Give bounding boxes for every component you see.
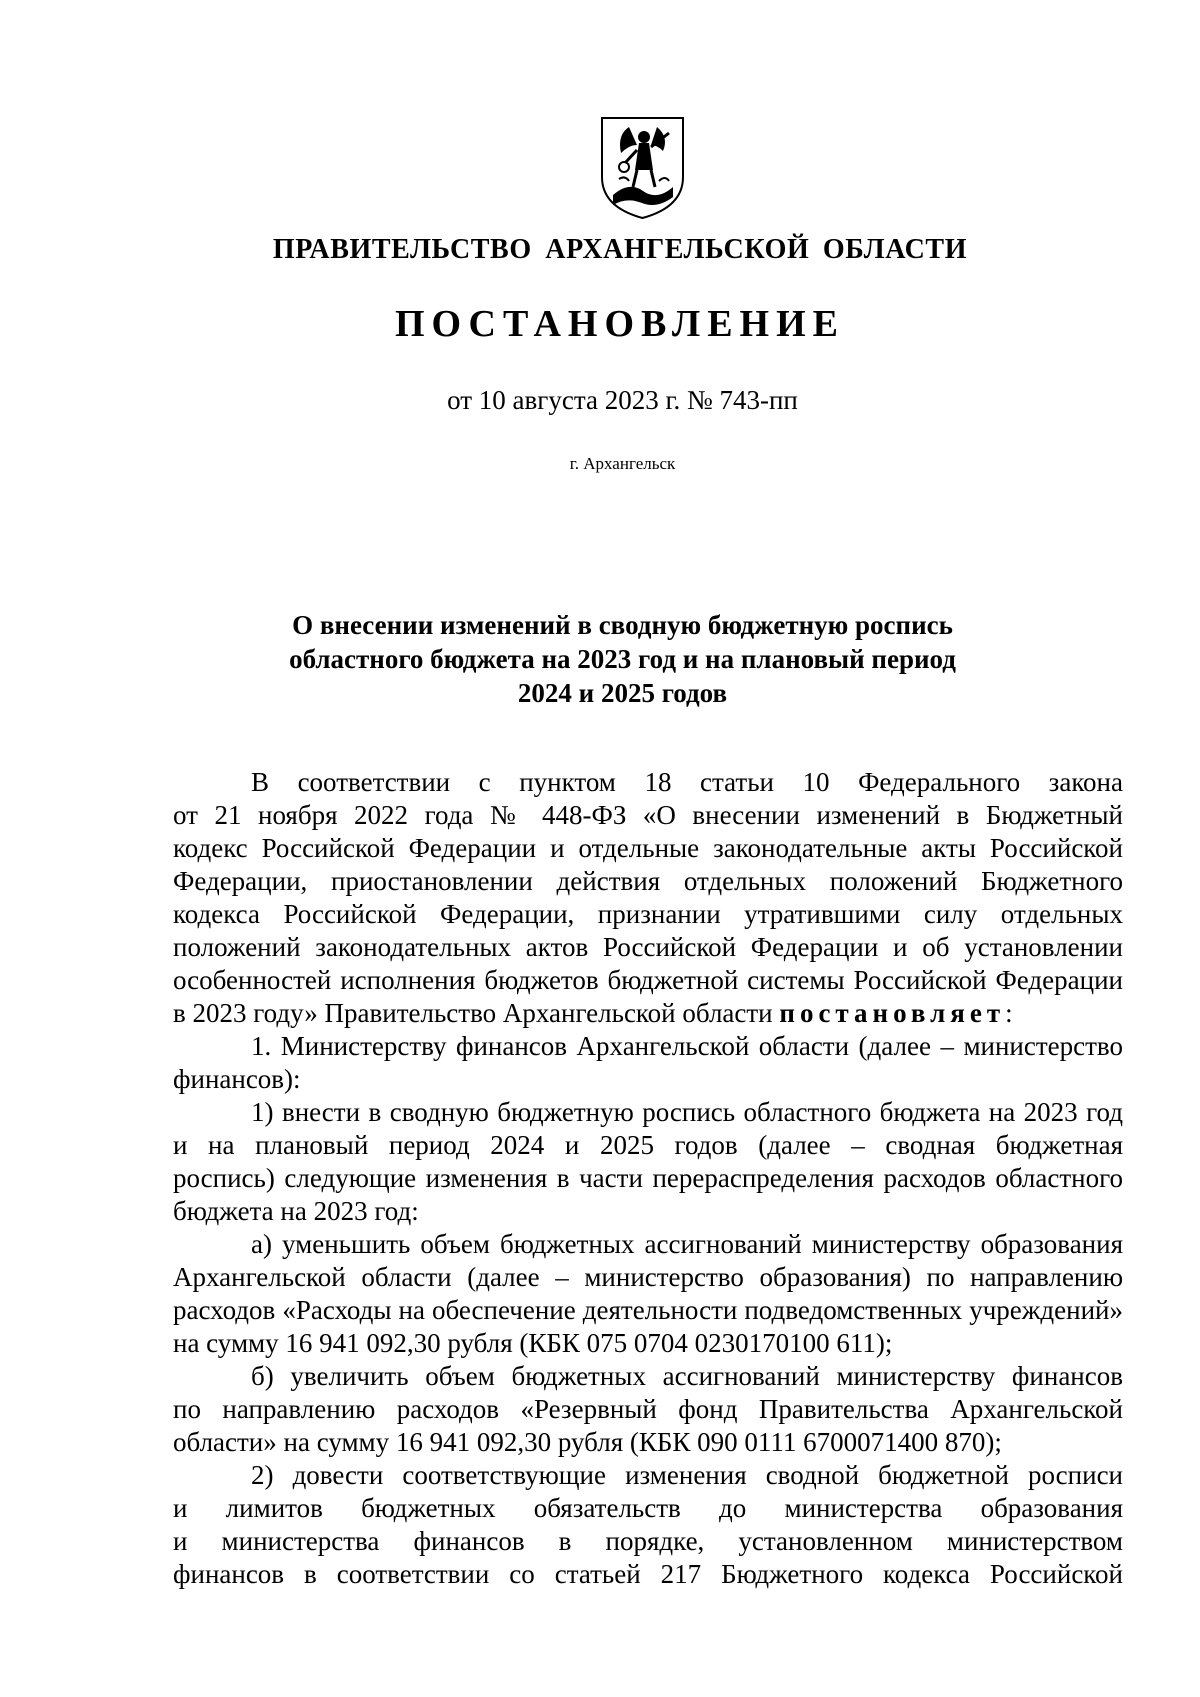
subject-line: 2024 и 2025 годов	[517, 678, 728, 708]
text-line: по направлению расходов «Резервный фонд Правительства Архангельской	[173, 1394, 1123, 1424]
text-line: и на плановый период 2024 и 2025 годов (далее – сводная бюджетная	[173, 1130, 1123, 1160]
text-line: бюджета на 2023 год:	[173, 1196, 419, 1226]
decree-word: постановляет	[779, 998, 1006, 1028]
text-line: финансов):	[173, 1064, 301, 1094]
paragraph-subitem-b	[173, 1360, 1123, 1459]
paragraph-subitem-1	[173, 1096, 1123, 1228]
government-name: ПРАВИТЕЛЬСТВО АРХАНГЕЛЬСКОЙ ОБЛАСТИ	[272, 234, 968, 265]
document-date-number: от 10 августа 2023 г. № 743-пп	[447, 385, 798, 415]
text-line: роспись) следующие изменения в части перераспределения расходов областного	[173, 1163, 1123, 1193]
text-line: и министерства финансов в порядке, установленном министерством	[173, 1526, 1123, 1556]
text-line: области» на сумму 16 941 092,30 рубля (КБК 090 0111 6700071400 870);	[173, 1427, 1002, 1457]
text-line: 1. Министерству финансов Архангельской области (далее – министерство	[251, 1031, 1123, 1061]
text-line: кодекса Российской Федерации, признании утратившими силу отдельных	[173, 899, 1123, 929]
text-line: 2) довести соответствующие изменения сводной бюджетной росписи	[251, 1460, 1123, 1490]
subject-line: областного бюджета на 2023 год и на плановый период	[289, 644, 956, 674]
text-line: положений законодательных актов Российской Федерации и об установлении	[173, 932, 1123, 962]
text-line: а) уменьшить объем бюджетных ассигнований министерству образования	[251, 1229, 1123, 1259]
paragraph-subitem-a	[173, 1228, 1123, 1360]
document-type: ПОСТАНОВЛЕНИЕ	[394, 303, 846, 345]
text-line: кодекс Российской Федерации и отдельные законодательные акты Российской	[173, 833, 1123, 863]
text-line: на сумму 16 941 092,30 рубля (КБК 075 0704 0230170100 611);	[173, 1328, 893, 1358]
text-line: Архангельской области (далее – министерство образования) по направлению	[173, 1262, 1123, 1292]
text-line: особенностей исполнения бюджетов бюджетной системы Российской Федерации	[173, 965, 1123, 995]
text-line: б) увеличить объем бюджетных ассигнований министерству финансов	[251, 1361, 1123, 1391]
text-line: Федерации, приостановлении действия отдельных положений Бюджетного	[173, 866, 1123, 896]
text-line: финансов в соответствии со статьей 217 Бюджетного кодекса Российской	[173, 1559, 1123, 1589]
text-line: расходов «Расходы на обеспечение деятельности подведомственных учреждений»	[173, 1295, 1123, 1325]
paragraph-item-1	[173, 1030, 1123, 1096]
subject-line: О внесении изменений в сводную бюджетную роспись	[292, 610, 953, 640]
text-fragment: в 2023 году» Правительство Архангельской области	[173, 998, 780, 1028]
text-line: 1) внести в сводную бюджетную роспись областного бюджета на 2023 год	[251, 1097, 1123, 1127]
text-line: В соответствии с пунктом 18 статьи 10 Федерального закона	[251, 767, 1123, 797]
paragraph-preamble	[173, 766, 1123, 1030]
document-city: г. Архангельск	[569, 454, 676, 473]
paragraph-subitem-2	[173, 1459, 1123, 1591]
text-line	[173, 997, 1123, 1030]
text-fragment: :	[1005, 998, 1013, 1028]
document-subject	[0, 608, 1200, 710]
text-line: от 21 ноября 2022 года № 448-ФЗ «О внесении изменений в Бюджетный	[173, 800, 1123, 830]
document-body	[173, 766, 1123, 1591]
text-line: и лимитов бюджетных обязательств до министерства образования	[173, 1493, 1123, 1523]
arkhangelsk-coat-of-arms-icon	[599, 115, 686, 221]
